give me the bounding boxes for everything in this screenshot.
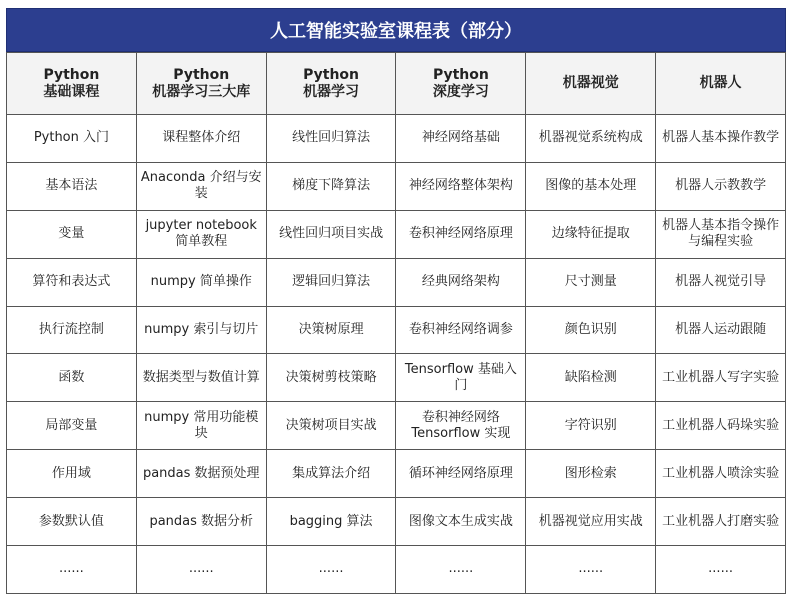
table-cell: 数据类型与数值计算	[136, 354, 266, 402]
column-header-line: Python	[303, 66, 360, 83]
table-cell: 图像文本生成实战	[396, 498, 526, 546]
table-cell: 缺陷检测	[526, 354, 656, 402]
table-cell: 神经网络整体架构	[396, 162, 526, 210]
table-cell: 工业机器人码垛实验	[656, 402, 786, 450]
table-cell: 工业机器人写字实验	[656, 354, 786, 402]
table-cell: 决策树原理	[266, 306, 396, 354]
table-cell: 逻辑回归算法	[266, 258, 396, 306]
column-header	[136, 53, 266, 115]
table-row	[7, 402, 786, 450]
table-cell: pandas 数据分析	[136, 498, 266, 546]
table-cell: 颜色识别	[526, 306, 656, 354]
column-header	[266, 53, 396, 115]
table-cell: 线性回归项目实战	[266, 210, 396, 258]
table-cell: 算符和表达式	[7, 258, 137, 306]
table-cell: bagging 算法	[266, 498, 396, 546]
table-cell: pandas 数据预处理	[136, 450, 266, 498]
table-cell: ......	[7, 546, 137, 594]
table-cell: 决策树项目实战	[266, 402, 396, 450]
table-cell: 课程整体介绍	[136, 115, 266, 163]
column-header-line: 机器视觉	[562, 75, 619, 91]
table-cell: 函数	[7, 354, 137, 402]
table-cell: 线性回归算法	[266, 115, 396, 163]
table-cell: 卷积神经网络 Tensorflow 实现	[396, 402, 526, 450]
table-cell: 机器人基本指令操作与编程实验	[656, 210, 786, 258]
table-cell: 边缘特征提取	[526, 210, 656, 258]
table-cell: Anaconda 介绍与安装	[136, 162, 266, 210]
table-cell: 经典网络架构	[396, 258, 526, 306]
table-row	[7, 162, 786, 210]
table-cell: 循环神经网络原理	[396, 450, 526, 498]
table-body	[7, 115, 786, 594]
column-header	[526, 53, 656, 115]
table-cell: 工业机器人打磨实验	[656, 498, 786, 546]
table-cell: 局部变量	[7, 402, 137, 450]
column-header-line: Python	[43, 66, 100, 83]
table-cell: 梯度下降算法	[266, 162, 396, 210]
table-cell: numpy 索引与切片	[136, 306, 266, 354]
column-header-line: 机器学习	[303, 83, 360, 100]
table-cell: ......	[266, 546, 396, 594]
table-cell: 决策树剪枝策略	[266, 354, 396, 402]
table-cell: jupyter notebook 简单教程	[136, 210, 266, 258]
table-cell: 工业机器人喷涂实验	[656, 450, 786, 498]
table-cell: 机器人基本操作教学	[656, 115, 786, 163]
table-cell: 图像的基本处理	[526, 162, 656, 210]
table-cell: 变量	[7, 210, 137, 258]
table-cell: 神经网络基础	[396, 115, 526, 163]
table-cell: ......	[656, 546, 786, 594]
column-header-line: 基础课程	[43, 83, 100, 100]
table-cell: 尺寸测量	[526, 258, 656, 306]
table-cell: ......	[136, 546, 266, 594]
column-header	[656, 53, 786, 115]
table-row	[7, 210, 786, 258]
table-cell: 机器人视觉引导	[656, 258, 786, 306]
table-cell: 基本语法	[7, 162, 137, 210]
table-row	[7, 306, 786, 354]
table-cell: 机器人示教教学	[656, 162, 786, 210]
table-row	[7, 546, 786, 594]
table-row	[7, 258, 786, 306]
table-cell: numpy 常用功能模块	[136, 402, 266, 450]
column-header-line: 机器人	[699, 75, 742, 91]
table-cell: 执行流控制	[7, 306, 137, 354]
course-table	[6, 52, 786, 594]
table-cell: 机器视觉应用实战	[526, 498, 656, 546]
column-header-line: Python	[432, 66, 489, 83]
table-cell: 作用域	[7, 450, 137, 498]
column-header-line: Python	[173, 66, 230, 83]
table-cell: 字符识别	[526, 402, 656, 450]
table-cell: 集成算法介绍	[266, 450, 396, 498]
column-header-line: 深度学习	[432, 83, 489, 100]
column-header-line: 机器学习三大库	[152, 83, 251, 100]
column-header	[7, 53, 137, 115]
table-cell: ......	[396, 546, 526, 594]
table-cell: 参数默认值	[7, 498, 137, 546]
table-title: 人工智能实验室课程表（部分）	[6, 8, 786, 52]
table-cell: Python 入门	[7, 115, 137, 163]
table-cell: ......	[526, 546, 656, 594]
table-cell: 卷积神经网络调参	[396, 306, 526, 354]
table-cell: 机器视觉系统构成	[526, 115, 656, 163]
table-cell: 图形检索	[526, 450, 656, 498]
header-row	[7, 53, 786, 115]
table-cell: Tensorflow 基础入门	[396, 354, 526, 402]
table-cell: 卷积神经网络原理	[396, 210, 526, 258]
table-cell: 机器人运动跟随	[656, 306, 786, 354]
table-row	[7, 498, 786, 546]
table-row	[7, 115, 786, 163]
table-cell: numpy 简单操作	[136, 258, 266, 306]
table-row	[7, 354, 786, 402]
schedule-container	[6, 8, 786, 594]
table-row	[7, 450, 786, 498]
column-header	[396, 53, 526, 115]
